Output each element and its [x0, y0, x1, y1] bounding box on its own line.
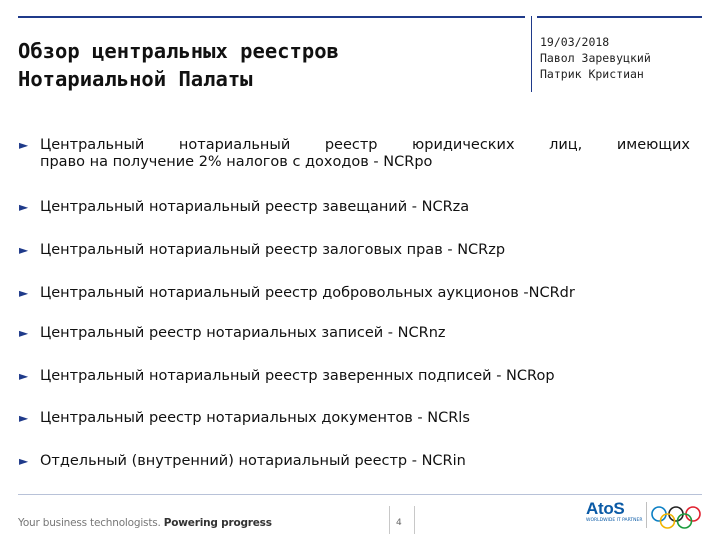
header-divider: [531, 16, 532, 92]
author-1: Павол Заревуцкий: [540, 51, 651, 65]
page-number: 4: [396, 518, 402, 528]
right-triangle-icon: ►: [19, 326, 29, 340]
logo-text: AtoS: [586, 499, 625, 518]
slide-title: [18, 37, 523, 93]
logo-divider: [646, 502, 647, 528]
title-line-1: Обзор центральных реестров: [18, 39, 339, 63]
atos-logo: [586, 500, 642, 528]
footer-tagline: [18, 517, 272, 529]
page-number-frame: [389, 506, 415, 534]
header-rule-left: [18, 16, 525, 18]
slide-meta: [540, 34, 651, 82]
list-item: [18, 325, 690, 342]
header-rule-right: [537, 16, 702, 18]
bullet-text: Центральный нотариальный реестр добровольных аукционов -NCRdr: [40, 285, 575, 301]
right-triangle-icon: ►: [19, 286, 29, 300]
list-item: [18, 285, 690, 302]
bullet-text-line-2: право на получение 2% налогов с доходов - NCRpo: [40, 154, 433, 170]
list-item: [18, 199, 690, 216]
list-item: [18, 410, 690, 427]
bullet-text: Центральный нотариальный реестр заверенных подписей - NCRop: [40, 368, 555, 384]
right-triangle-icon: ►: [19, 411, 29, 425]
title-line-2: Нотариальной Палаты: [18, 67, 253, 91]
bullet-text-line-1: Центральный нотариальный реестр юридических лиц, имеющих: [40, 137, 690, 153]
right-triangle-icon: ►: [19, 454, 29, 468]
bullet-text: Центральный реестр нотариальных документов - NCRls: [40, 410, 470, 426]
bullet-text: Центральный реестр нотариальных записей - NCRnz: [40, 325, 446, 341]
bullet-text: Центральный нотариальный реестр завещаний - NCRza: [40, 199, 470, 215]
olympic-rings-icon: [650, 505, 702, 531]
list-item: [18, 137, 690, 171]
list-item: [18, 453, 690, 470]
list-item: [18, 242, 690, 259]
bullet-text: Отдельный (внутренний) нотариальный реестр - NCRin: [40, 453, 466, 469]
tagline-strong: Powering progress: [163, 517, 272, 529]
right-triangle-icon: ►: [19, 138, 29, 152]
right-triangle-icon: ►: [19, 369, 29, 383]
footer-rule: [18, 494, 702, 495]
author-2: Патрик Кристиан: [540, 67, 644, 81]
right-triangle-icon: ►: [19, 243, 29, 257]
bullet-text: Центральный нотариальный реестр залоговых прав - NCRzp: [40, 242, 506, 258]
logo-subtext: WORLDWIDE IT PARTNER: [586, 518, 643, 523]
tagline-plain: Your business technologists.: [18, 517, 161, 529]
list-item: [18, 368, 690, 385]
right-triangle-icon: ►: [19, 200, 29, 214]
date-label: 19/03/2018: [540, 35, 610, 49]
